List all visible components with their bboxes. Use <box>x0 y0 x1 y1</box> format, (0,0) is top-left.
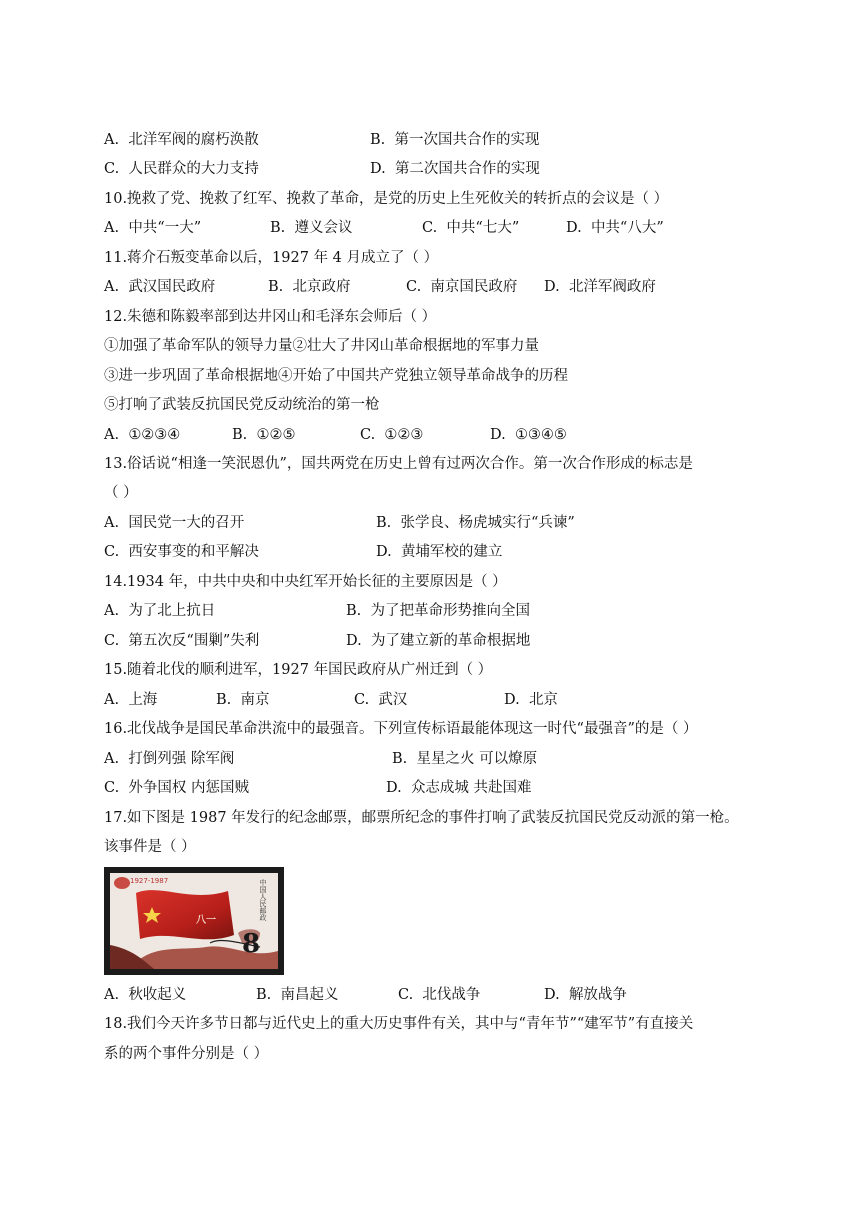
q14-option-c[interactable]: C. 第五次反“围剿”失利 <box>104 633 260 649</box>
q13-option-c[interactable]: C. 西安事变的和平解决 <box>104 544 259 560</box>
q18-stem-continued: 系的两个事件分别是（ ） <box>104 1046 269 1062</box>
stamp-years: 1927-1987 <box>130 877 169 885</box>
q17-stem-continued: 该事件是（ ） <box>104 839 196 855</box>
q14-option-b[interactable]: B. 为了把革命形势推向全国 <box>346 603 530 619</box>
commemorative-stamp-image <box>104 867 284 975</box>
q14-option-d[interactable]: D. 为了建立新的革命根据地 <box>346 633 531 649</box>
q17-stem: 17.如下图是 1987 年发行的纪念邮票，邮票所纪念的事件打响了武装反抗国民党反动派的第一枪。 <box>104 810 739 826</box>
q17-option-c[interactable]: C. 北伐战争 <box>398 987 481 1003</box>
q9-option-d[interactable]: D. 第二次国共合作的实现 <box>370 161 540 177</box>
q14-stem: 14.1934 年，中共中央和中央红军开始长征的主要原因是（ ） <box>104 574 507 590</box>
q15-option-a[interactable]: A. 上海 <box>104 692 158 708</box>
q17-option-a[interactable]: A. 秋收起义 <box>104 987 187 1003</box>
q10-stem: 10.挽救了党、挽救了红军、挽救了革命，是党的历史上生死攸关的转折点的会议是（ ） <box>104 191 669 207</box>
q9-option-a[interactable]: A. 北洋军阀的腐朽涣散 <box>104 132 259 148</box>
q12-item-line-2: ③进一步巩固了革命根据地④开始了中国共产党独立领导革命战争的历程 <box>104 368 568 384</box>
q12-option-c[interactable]: C. ①②③ <box>360 427 424 443</box>
q13-stem: 13.俗话说“相逢一笑泯恩仇”，国共两党在历史上曾有过两次合作。第一次合作形成的标志是 <box>104 456 693 472</box>
q10-option-a[interactable]: A. 中共“一大” <box>104 220 202 236</box>
flag-text: 八一 <box>196 915 216 926</box>
q13-option-b[interactable]: B. 张学良、杨虎城实行“兵谏” <box>376 515 575 531</box>
q12-item-line-1: ①加强了革命军队的领导力量②壮大了井冈山革命根据地的军事力量 <box>104 338 539 354</box>
q17-option-d[interactable]: D. 解放战争 <box>544 987 627 1003</box>
q11-option-a[interactable]: A. 武汉国民政府 <box>104 279 216 295</box>
q9-option-c[interactable]: C. 人民群众的大力支持 <box>104 161 259 177</box>
q12-option-a[interactable]: A. ①②③④ <box>104 427 181 443</box>
q12-option-d[interactable]: D. ①③④⑤ <box>490 427 567 443</box>
q12-option-b[interactable]: B. ①②⑤ <box>232 427 296 443</box>
stamp-face <box>110 873 278 969</box>
emblem-icon <box>114 877 130 889</box>
q16-stem: 16.北伐战争是国民革命洪流中的最强音。下列宣传标语最能体现这一时代“最强音”的是（ ） <box>104 721 698 737</box>
q11-option-d[interactable]: D. 北洋军阀政府 <box>544 279 656 295</box>
q18-stem: 18.我们今天许多节日都与近代史上的重大历史事件有关，其中与“青年节”“建军节”有直接关 <box>104 1016 694 1032</box>
q13-option-d[interactable]: D. 黄埔军校的建立 <box>376 544 503 560</box>
q16-option-c[interactable]: C. 外争国权 内惩国贼 <box>104 780 250 796</box>
q15-option-b[interactable]: B. 南京 <box>216 692 270 708</box>
q11-option-c[interactable]: C. 南京国民政府 <box>406 279 518 295</box>
q10-option-b[interactable]: B. 遵义会议 <box>270 220 353 236</box>
stamp-country: 中国人民邮政 <box>259 879 267 921</box>
q12-item-line-3: ⑤打响了武装反抗国民党反动统治的第一枪 <box>104 397 380 413</box>
q9-option-b[interactable]: B. 第一次国共合作的实现 <box>370 132 540 148</box>
q16-option-a[interactable]: A. 打倒列强 除军阀 <box>104 751 235 767</box>
q14-option-a[interactable]: A. 为了北上抗日 <box>104 603 216 619</box>
q10-option-c[interactable]: C. 中共“七大” <box>422 220 520 236</box>
q15-option-d[interactable]: D. 北京 <box>504 692 558 708</box>
q16-option-b[interactable]: B. 星星之火 可以燎原 <box>392 751 538 767</box>
q13-option-a[interactable]: A. 国民党一大的召开 <box>104 515 245 531</box>
q13-stem-continued: （ ） <box>104 485 138 501</box>
q16-option-d[interactable]: D. 众志成城 共赴国难 <box>386 780 532 796</box>
q10-option-d[interactable]: D. 中共“八大” <box>566 220 664 236</box>
q17-option-b[interactable]: B. 南昌起义 <box>256 987 339 1003</box>
q12-stem: 12.朱德和陈毅率部到达井冈山和毛泽东会师后（ ） <box>104 309 437 325</box>
q11-option-b[interactable]: B. 北京政府 <box>268 279 351 295</box>
q15-option-c[interactable]: C. 武汉 <box>354 692 408 708</box>
q11-stem: 11.蒋介石叛变革命以后，1927 年 4 月成立了（ ） <box>104 250 439 266</box>
q15-stem: 15.随着北伐的顺利进军，1927 年国民政府从广州迁到（ ） <box>104 662 493 678</box>
stamp-value: 8 <box>242 929 261 959</box>
